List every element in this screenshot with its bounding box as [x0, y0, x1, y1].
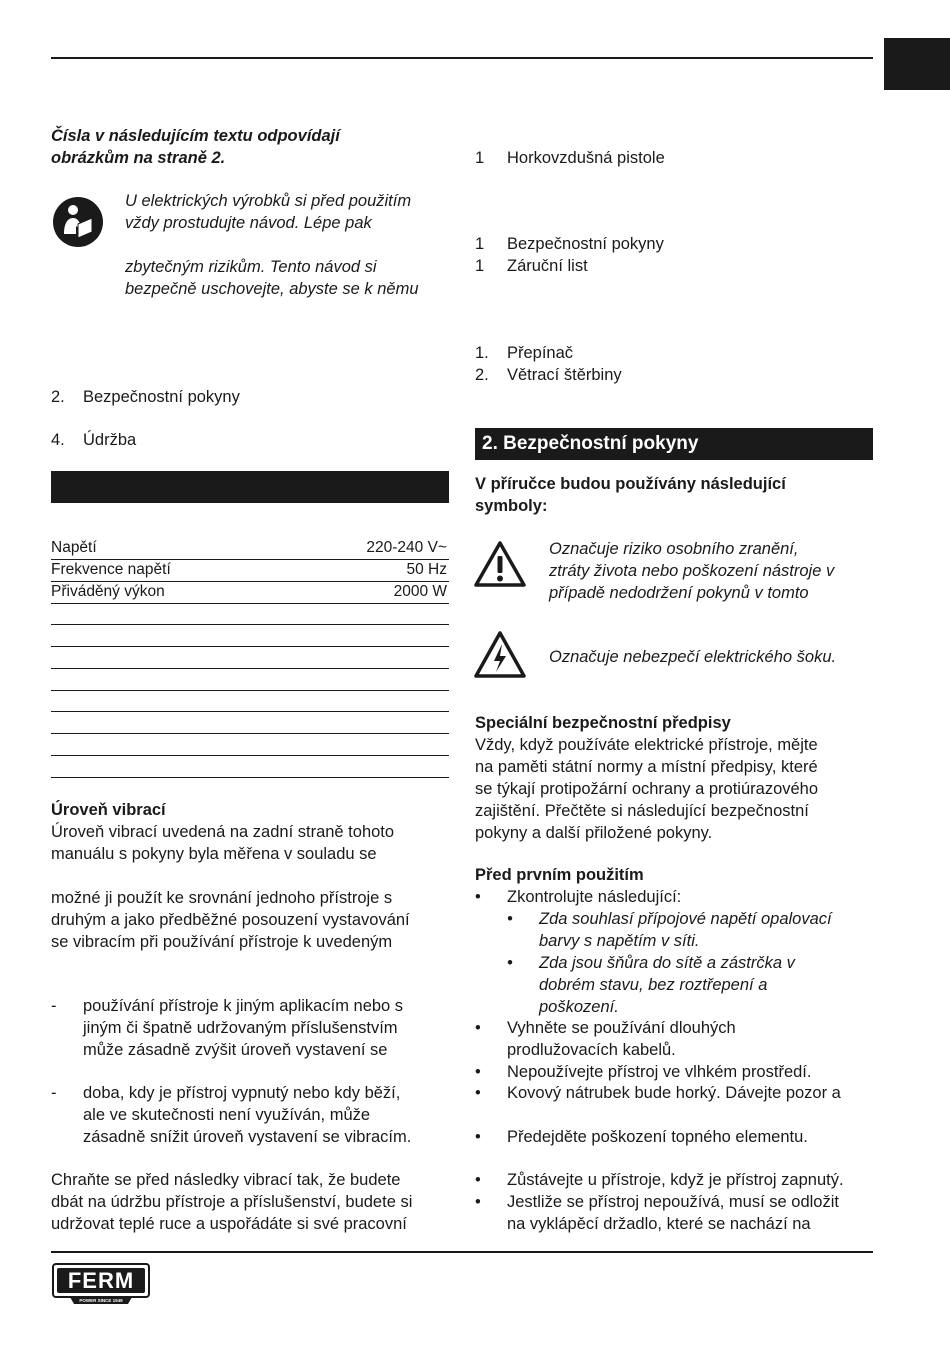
figure-reference-line: Čísla v následujícím textu odpovídají	[51, 127, 340, 145]
manual-note-line: bezpečně uschovejte, abyste se k němu	[125, 280, 419, 298]
spec-value: 50 Hz	[406, 561, 447, 578]
dash-list-item	[51, 995, 451, 1061]
footer-rule	[51, 1251, 873, 1253]
special-rules-paragraph	[475, 734, 875, 844]
vibration-line: druhým a jako předběžné posouzení vystavování	[51, 911, 410, 929]
warning-line: Označuje riziko osobního zranění,	[549, 540, 799, 558]
bullet-item	[475, 1061, 875, 1083]
toc-label: Údržba	[83, 431, 137, 449]
bullet-mark: •	[475, 1019, 481, 1037]
dash-item-line: používání přístroje k jiným aplikacím nebo s	[83, 997, 404, 1015]
special-rules-line: na paměti státní normy a místní předpisy, které	[475, 758, 818, 776]
toc-item	[51, 386, 240, 408]
vibration-line: se vibracím při používání přístroje k uvedeným	[51, 933, 393, 951]
spec-row-empty	[51, 690, 449, 691]
contents-item	[475, 147, 665, 169]
spec-row-empty	[51, 733, 449, 734]
bullet-item	[475, 886, 875, 908]
spec-row	[51, 582, 449, 604]
spec-row	[51, 538, 449, 560]
bullet-line: prodlužovacích kabelů.	[507, 1041, 676, 1059]
contents-qty: 1	[475, 257, 485, 275]
bullet-line: Zůstávejte u přístroje, když je přístroj zapnutý.	[507, 1171, 844, 1189]
symbols-intro-line: V příručce budou používány následující	[475, 475, 786, 493]
dash-item-line: může zásadně zvýšit úroveň vystavení se	[83, 1041, 388, 1059]
contents-item	[475, 233, 664, 255]
vibration-protection-paragraph	[51, 1169, 451, 1235]
technical-data-bar	[51, 471, 449, 503]
manual-note	[125, 190, 455, 300]
ferm-logo-tagline: POWER SINCE 1949	[79, 1298, 123, 1303]
bullet-item	[475, 1126, 875, 1148]
figure-reference-line: obrázkům na straně 2.	[51, 149, 226, 167]
electric-shock-icon	[474, 630, 526, 680]
bullet-mark: •	[475, 1171, 481, 1189]
bullet-line: Nepoužívejte přístroj ve vlhkém prostředí.	[507, 1063, 812, 1081]
sub-bullet-line: Zda souhlasí přípojové napětí opalovací	[539, 910, 832, 928]
section-title: 2. Bezpečnostní pokyny	[482, 433, 699, 454]
spec-row-empty	[51, 624, 449, 625]
spec-row-empty	[51, 668, 449, 669]
section-title-bar	[475, 428, 873, 460]
sub-bullet-line: barvy s napětím v síti.	[539, 932, 700, 950]
manual-note-line: U elektrických výrobků si před použitím	[125, 192, 412, 210]
bullet-mark: •	[475, 1193, 481, 1211]
dash-mark: -	[51, 1084, 57, 1102]
vibration-line	[51, 865, 451, 887]
part-label: Přepínač	[507, 344, 574, 362]
special-rules-line: se týkají protipožární ochrany a protiúrazového	[475, 780, 819, 798]
vibration-paragraph	[51, 821, 451, 953]
special-rules-line: pokyny a další přiložené pokyny.	[475, 824, 713, 842]
bullet-line: na vyklápěcí držadlo, které se nachází na	[507, 1215, 811, 1233]
part-label: Větrací štěrbiny	[507, 366, 622, 384]
special-rules-heading: Speciální bezpečnostní předpisy	[475, 714, 731, 732]
part-item	[475, 342, 573, 364]
bullet-mark: •	[507, 910, 513, 928]
bullet-item	[475, 1082, 885, 1104]
spec-row-empty	[51, 777, 449, 778]
bullet-mark: •	[507, 954, 513, 972]
ferm-logo	[52, 1263, 150, 1305]
bullet-item	[475, 1017, 875, 1061]
warning-line: případě nedodržení pokynů v tomto	[549, 584, 809, 602]
first-use-heading: Před prvním použitím	[475, 866, 644, 884]
toc-label: Bezpečnostní pokyny	[83, 388, 240, 406]
bullet-text: Zkontrolujte následující:	[507, 888, 682, 906]
sub-bullet-item	[507, 908, 877, 952]
bullet-mark: •	[475, 1128, 481, 1146]
bullet-line: Předejděte poškození topného elementu.	[507, 1128, 808, 1146]
bullet-line: Vyhněte se používání dlouhých	[507, 1019, 736, 1037]
spec-row	[51, 560, 449, 582]
part-item	[475, 364, 622, 386]
sub-bullet-line: dobrém stavu, bez roztřepení a	[539, 976, 768, 994]
shock-description: Označuje nebezpečí elektrického šoku.	[549, 648, 837, 666]
manual-note-line	[125, 234, 455, 256]
protection-line: dbát na údržbu přístroje a příslušenství, budete si	[51, 1193, 413, 1211]
vibration-heading: Úroveň vibrací	[51, 801, 166, 819]
contents-label: Bezpečnostní pokyny	[507, 235, 664, 253]
vibration-line: manuálu s pokyny byla měřena v souladu se	[51, 845, 377, 863]
symbols-intro	[475, 473, 875, 517]
bullet-item	[475, 1191, 875, 1235]
warning-triangle-icon	[474, 540, 526, 588]
language-tab	[884, 38, 950, 90]
toc-number: 4.	[51, 431, 65, 449]
bullet-line: Kovový nátrubek bude horký. Dávejte pozor a	[507, 1084, 841, 1102]
manual-note-line: vždy prostudujte návod. Lépe pak	[125, 214, 372, 232]
sub-bullet-item	[507, 952, 877, 1018]
sub-bullet-line: Zda jsou šňůra do sítě a zástrčka v	[539, 954, 795, 972]
toc-item	[51, 429, 136, 451]
dash-item-line: doba, kdy je přístroj vypnutý nebo kdy běží,	[83, 1084, 401, 1102]
dash-mark: -	[51, 997, 57, 1015]
manual-note-line: zbytečným rizikům. Tento návod si	[125, 258, 377, 276]
toc-number: 2.	[51, 388, 65, 406]
protection-line: Chraňte se před následky vibrací tak, že budete	[51, 1171, 401, 1189]
vibration-line: možné ji použít ke srovnání jednoho přístroje s	[51, 889, 393, 907]
special-rules-line: Vždy, když používáte elektrické přístroje, mějte	[475, 736, 818, 754]
contents-label: Horkovzdušná pistole	[507, 149, 665, 167]
sub-bullet-line: poškození.	[539, 998, 619, 1016]
spec-row-empty	[51, 711, 449, 712]
spec-row-empty	[51, 755, 449, 756]
bullet-mark: •	[475, 1084, 481, 1102]
contents-label: Záruční list	[507, 257, 588, 275]
dash-item-line: jiným či špatně udržovaným příslušenstvím	[83, 1019, 398, 1037]
spec-value: 2000 W	[393, 583, 447, 600]
dash-item-line: zásadně snížit úroveň vystavení se vibracím.	[83, 1128, 412, 1146]
read-manual-icon	[52, 196, 104, 248]
spec-label: Napětí	[51, 539, 97, 556]
dash-item-line: ale ve skutečnosti není využíván, může	[83, 1106, 371, 1124]
part-number: 1.	[475, 344, 489, 362]
bullet-mark: •	[475, 888, 481, 906]
contents-qty: 1	[475, 149, 485, 167]
spec-label: Přiváděný výkon	[51, 583, 165, 600]
warning-description	[549, 538, 879, 604]
protection-line: udržovat teplé ruce a uspořádáte si své pracovní	[51, 1215, 407, 1233]
spec-value: 220-240 V~	[366, 539, 447, 556]
header-rule	[51, 57, 873, 59]
contents-item	[475, 255, 588, 277]
spec-row-empty	[51, 646, 449, 647]
ferm-logo-text: FERM	[67, 1268, 135, 1293]
part-number: 2.	[475, 366, 489, 384]
spec-label: Frekvence napětí	[51, 561, 171, 578]
warning-line: ztráty života nebo poškození nástroje v	[549, 562, 835, 580]
bullet-item	[475, 1169, 885, 1191]
vibration-line: Úroveň vibrací uvedená na zadní straně tohoto	[51, 823, 395, 841]
dash-list-item	[51, 1082, 451, 1148]
bullet-line: Jestliže se přístroj nepoužívá, musí se odložit	[507, 1193, 839, 1211]
symbols-intro-line: symboly:	[475, 497, 548, 515]
special-rules-line: zajištění. Přečtěte si následující bezpečnostní	[475, 802, 809, 820]
bullet-mark: •	[475, 1063, 481, 1081]
contents-qty: 1	[475, 235, 485, 253]
figure-reference-note	[51, 125, 451, 169]
